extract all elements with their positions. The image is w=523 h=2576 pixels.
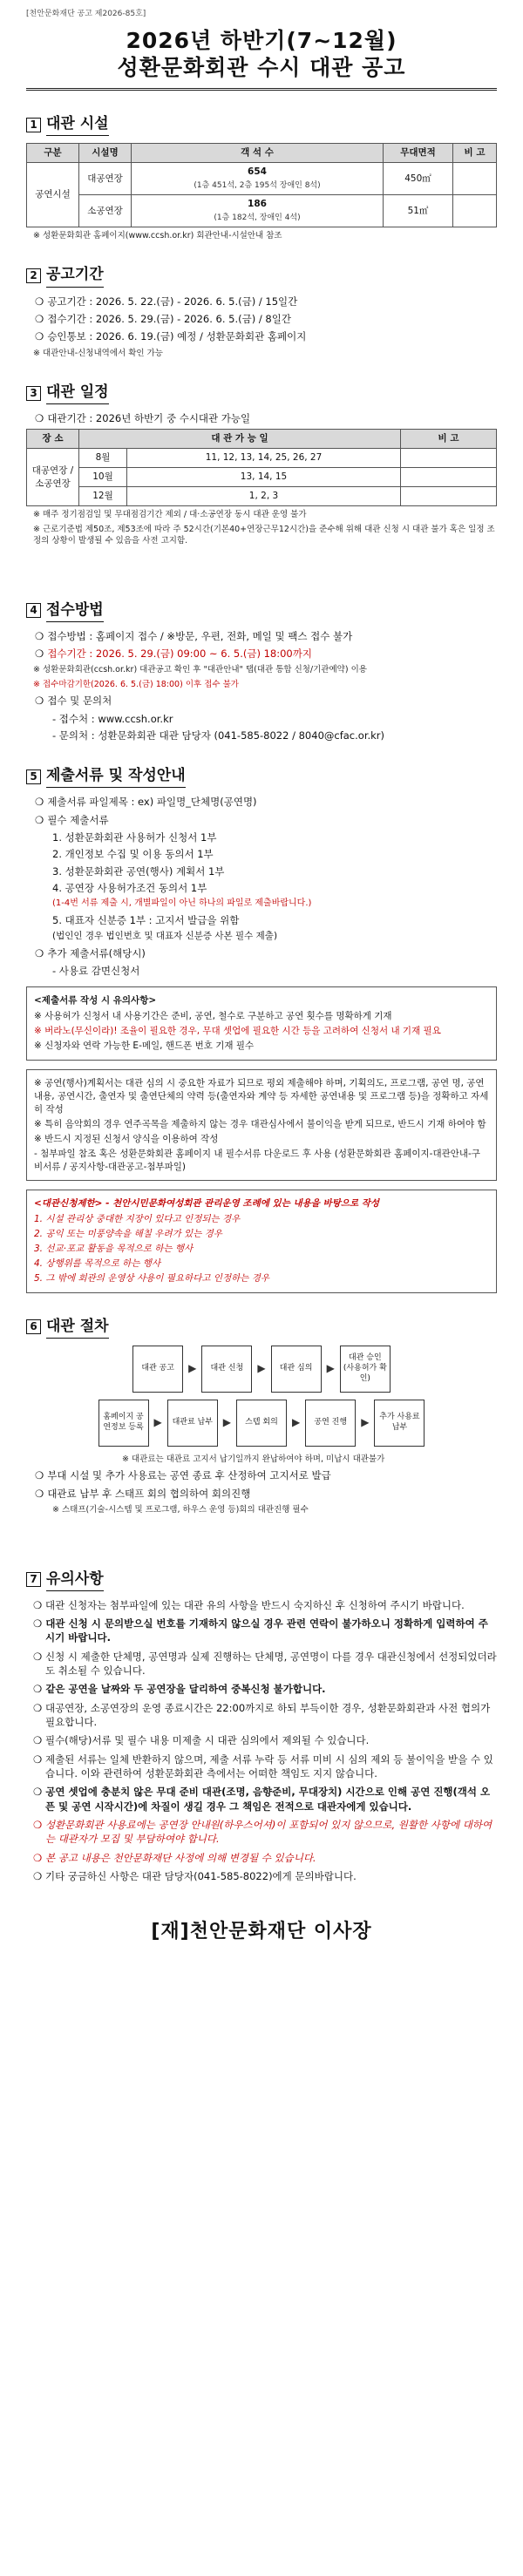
procedure-flow-row-1	[26, 1346, 497, 1393]
col-header: 장 소	[27, 430, 79, 449]
doc-item: 3. 성환문화회관 공연(행사) 계획서 1부	[52, 864, 225, 878]
list-item: ❍ 접수기간 : 2026. 5. 29.(금) - 2026. 6. 5.(금) / 8일간	[35, 312, 291, 325]
section-title: 유의사항	[46, 1569, 104, 1591]
seat-detail: (1층 182석, 장애인 4석)	[214, 214, 301, 223]
cell-days: 13, 14, 15	[127, 468, 401, 487]
box-item: 5. 그 밖에 회관의 운영상 사용이 필요하다고 인정하는 경우	[34, 1272, 270, 1284]
box-item: ※ 사용허가 신청서 내 사용기간은 준비, 공연, 철수로 구분하고 공연 횟수를 명확하게 기재	[34, 1011, 392, 1022]
cell-note	[453, 195, 497, 227]
list-item: ❍ 승인통보 : 2026. 6. 19.(금) 예정 / 성환문화회관 홈페이지	[35, 330, 307, 343]
arrow-right-icon: ▶	[153, 1416, 162, 1429]
flow-step: 공연 진행	[305, 1400, 356, 1447]
section-title: 접수방법	[46, 600, 104, 622]
box-item: ※ 특히 음악회의 경우 연주곡목을 제출하지 않는 경우 대관심사에서 불이익을 받게 되므로, 반드시 기재 하여야 함	[34, 1118, 486, 1129]
col-header: 구분	[27, 144, 79, 163]
cell-seats	[132, 195, 384, 227]
doc-item: 2. 개인정보 수집 및 이용 동의서 1부	[52, 848, 214, 861]
list-item: ❍ 제출서류 파일제목 : ex) 파일명_단체명(공연명)	[35, 796, 257, 809]
section-period	[26, 264, 497, 359]
section-number: 4	[26, 603, 41, 618]
application-note: ※ 접수마감기한(2026. 6. 5.(금) 18:00) 이후 접수 불가	[33, 679, 239, 689]
cell-area: 51㎡	[384, 195, 453, 227]
list-item: ❍ 공연 셋업에 충분치 않은 무대 준비 대관(조명, 음향준비, 무대장치) 시간으로 인해 공연 진행(객석 오픈 및 공연 시작시간)에 차질이 생길 경우 그 책임은 전적으로 대관자에게 있습니다.	[33, 1786, 491, 1813]
section-header	[26, 1569, 497, 1591]
flow-step: 대관 심의	[271, 1346, 322, 1393]
section-number: 3	[26, 386, 41, 401]
group-cell: 공연시설	[27, 163, 79, 227]
flow-step: 대관료 납부	[167, 1400, 218, 1447]
box-item: 4. 상행위를 목적으로 하는 행사	[34, 1258, 161, 1270]
schedule-table	[26, 429, 497, 506]
cell-seats	[132, 163, 384, 195]
section-number: 2	[26, 268, 41, 283]
arrow-right-icon: ▶	[292, 1416, 301, 1429]
section-number: 5	[26, 769, 41, 784]
list-item: ❍ 부대 시설 및 추가 사용료는 공연 종료 후 산정하여 고지서로 발급	[35, 1469, 331, 1482]
section-header	[26, 264, 497, 287]
section-documents	[26, 765, 497, 1293]
arrow-right-icon: ▶	[188, 1362, 197, 1375]
section-title: 공고기간	[46, 264, 104, 287]
section-facilities	[26, 113, 497, 241]
section-schedule	[26, 382, 497, 547]
list-item: ❍ 대관 신청 시 문의받으실 번호를 기재하지 않으실 경우 관련 연락이 불가하오니 정확하게 입력하여 주시기 바랍니다.	[33, 1617, 488, 1644]
list-item: ❍ 제출된 서류는 일체 반환하지 않으며, 제출 서류 누락 등 서류 미비 시 심의 제외 등 불이익을 받을 수 있습니다. 이와 관련하여 성환문화회관 측에서는 어떠한 책임도 지지 않습니다.	[33, 1752, 493, 1779]
title-line-2: 성환문화회관 수시 대관 공고	[117, 55, 406, 81]
list-item: ❍ 공고기간 : 2026. 5. 22.(금) - 2026. 6. 5.(금) / 15일간	[35, 295, 298, 308]
list-item: ❍ 성환문화회관 사용료에는 공연장 안내원(하우스어셔)이 포함되어 있지 않으므로, 원활한 사항에 대하여는 대관자가 모집 및 부담하여야 합니다.	[33, 1818, 492, 1846]
cell-month: 10월	[79, 468, 127, 487]
section-cautions	[26, 1569, 497, 1884]
cell-note	[401, 449, 497, 468]
box-head: <제출서류 작성 시 유의사항>	[34, 995, 157, 1007]
section-procedure	[26, 1316, 497, 1516]
box-item: ※ 신청자와 연락 가능한 E-메일, 핸드폰 번호 기재 필수	[34, 1041, 255, 1052]
col-header: 비 고	[453, 144, 497, 163]
cell-days: 11, 12, 13, 14, 25, 26, 27	[127, 449, 401, 468]
table-row	[27, 449, 497, 468]
application-note: ※ 성환문화회관(ccsh.or.kr) 대관공고 확인 후 "대관안내" 탭(대관 통합 신청/기관예약) 이용	[33, 665, 367, 675]
flow-step: 대관 신청	[201, 1346, 252, 1393]
caution-box	[26, 986, 497, 1061]
table-row	[27, 468, 497, 487]
procedure-note: ※ 스태프(기술-시스템 및 프로그램, 하우스 운영 등)회의 대관진행 필수	[52, 1505, 309, 1515]
table-row	[27, 487, 497, 506]
restriction-box	[26, 1190, 497, 1292]
cell-area: 450㎡	[384, 163, 453, 195]
seat-detail: (1층 451석, 2층 195석 장애인 8석)	[194, 181, 321, 191]
extra-item: - 사용료 감면신청서	[52, 965, 140, 978]
arrow-right-icon: ▶	[222, 1416, 231, 1429]
list-item: ❍ 본 공고 내용은 천안문화재단 사정에 의해 변경될 수 있습니다.	[33, 1851, 316, 1864]
section-title: 대관 일정	[46, 382, 109, 404]
flow-step: 홈페이지 공연정보 등록	[98, 1400, 149, 1447]
list-item: ❍ 대공연장, 소공연장의 운영 종료시간은 22:00까지로 하되 부득이한 경우, 성환문화회관과 사전 협의가 필요합니다.	[33, 1701, 491, 1729]
list-item: ❍ 대관료 납부 후 스태프 회의 협의하여 회의진행	[35, 1487, 251, 1500]
section-number: 6	[26, 1319, 41, 1334]
box-item: ※ 공연(행사)계획서는 대관 심의 시 중요한 자료가 되므로 평외 제출해야 하며, 기획의도, 프로그램, 공연 명, 공연내용, 공연시간, 출연자 및 출연단체의 약력 등(출연자와 계약 등 자세한 공연내용 및 프로그램 등)을 정확하고 자세히 작성	[34, 1078, 489, 1115]
list-item: ❍ 접수기간 : 2026. 5. 29.(금) 09:00 ~ 6. 5.(금) 18:00까지	[35, 647, 312, 660]
caution-list	[26, 1598, 497, 1884]
section-header	[26, 382, 497, 404]
col-header: 시설명	[79, 144, 132, 163]
box-item: 1. 시설 관리상 중대한 지장이 있다고 인정되는 경우	[34, 1214, 241, 1225]
place-cell: 대공연장 / 소공연장	[27, 449, 79, 506]
cell-month: 12월	[79, 487, 127, 506]
arrow-right-icon: ▶	[257, 1362, 266, 1375]
box-item: 2. 공익 또는 미풍양속을 해칠 우려가 있는 경우	[34, 1229, 222, 1240]
schedule-note: ※ 매주 정기점검일 및 무대점검기간 제외 / 대·소공연장 동시 대관 운영 불가	[33, 510, 307, 520]
box-head: <대관신청제한> - 천안시민문화여성회관 관리운영 조례에 있는 내용을 바탕으로 작성	[34, 1198, 380, 1210]
cell-month: 8월	[79, 449, 127, 468]
section-header	[26, 600, 497, 622]
flow-step: 추가 사용료 납부	[374, 1400, 425, 1447]
title-block	[26, 27, 497, 92]
title-line-1: 2026년 하반기(7~12월)	[126, 27, 397, 53]
col-header: 대 관 가 능 일	[79, 430, 401, 449]
doc-note: (법인인 경우 법인번호 및 대표자 신분증 사본 필수 제출)	[52, 930, 278, 941]
list-item: ❍ 추가 제출서류(해당시)	[35, 946, 146, 959]
period-note: ※ 대관안내-신청내역에서 확인 가능	[33, 348, 163, 358]
doc-item: 4. 공연장 사용허가조건 동의서 1부	[52, 882, 207, 895]
col-header: 객 석 수	[132, 144, 384, 163]
procedure-note: ※ 대관료는 대관료 고지서 납기일까지 완납하여야 하며, 미납시 대관불가	[122, 1454, 385, 1464]
web-link[interactable]: - 접수처 : www.ccsh.or.kr	[52, 712, 173, 725]
table-row	[27, 163, 497, 195]
list-item: ❍ 신청 시 제출한 단체명, 공연명과 실제 진행하는 단체명, 공연명이 다를 경우 대관신청에서 선정되었더라도 취소될 수 있습니다.	[33, 1650, 497, 1678]
section-header	[26, 765, 497, 788]
col-header: 비 고	[401, 430, 497, 449]
cell-days: 1, 2, 3	[127, 487, 401, 506]
list-item: ❍ 대관 신청자는 첨부파일에 있는 대관 유의 사항을 반드시 숙지하신 후 신청하여 주시기 바랍니다.	[33, 1598, 465, 1611]
box-item: 3. 선교·포교 활동을 목적으로 하는 행사	[34, 1244, 194, 1255]
list-item: ❍ 접수 및 문의처	[35, 695, 112, 708]
facility-note: ※ 성환문화회관 홈페이지(www.ccsh.or.kr) 회관안내-시설안내 참조	[33, 230, 282, 241]
section-number: 1	[26, 118, 41, 132]
plan-box	[26, 1069, 497, 1181]
table-header-row	[27, 144, 497, 163]
list-item: ❍ 필수 제출서류	[35, 813, 109, 826]
cell-note	[401, 487, 497, 506]
flow-step: 대관 공고	[132, 1346, 183, 1393]
flow-step: 대관 승인 (사용허가 확인)	[340, 1346, 391, 1393]
issuer-signature: [재]천안문화재단 이사장	[151, 1921, 372, 1943]
seat-count: 654	[248, 166, 267, 178]
arrow-right-icon: ▶	[361, 1416, 370, 1429]
table-row	[27, 195, 497, 227]
list-item: ❍ 대관기간 : 2026년 하반기 중 수시대관 가능일	[35, 412, 251, 425]
doc-item: 1. 성환문화회관 사용허가 신청서 1부	[52, 831, 217, 844]
seat-count: 186	[248, 199, 267, 210]
col-header: 무대면적	[384, 144, 453, 163]
list-item: ❍ 필수(해당)서류 및 필수 내용 미제출 시 대관 심의에서 제외될 수 있습니다.	[33, 1734, 370, 1747]
list-item: ❍ 접수방법 : 홈페이지 접수 / ※방문, 우편, 전화, 메일 및 팩스 접수 불가	[35, 629, 353, 642]
box-item: ※ 버라노(무신이라)! 조율이 필요한 경우, 무대 셋업에 필요한 시간 등을 고려하여 신청서 내 기재 필요	[34, 1026, 441, 1037]
section-title: 대관 절차	[46, 1316, 109, 1339]
contact-info: - 문의처 : 성환문화회관 대관 담당자 (041-585-8022 / 8040@cfac.or.kr)	[52, 729, 385, 742]
flow-step: 스텝 회의	[236, 1400, 287, 1447]
facility-table	[26, 143, 497, 227]
doc-note: (1-4번 서류 제출 시, 개별파일이 아닌 하나의 파일로 제출바랍니다.)	[52, 898, 312, 909]
cell-name: 소공연장	[79, 195, 132, 227]
table-header-row	[27, 430, 497, 449]
doc-item: 5. 대표자 신분증 1부 : 고지서 발급을 위함	[52, 913, 240, 926]
section-header	[26, 113, 497, 136]
box-item: - 첨부파일 참조 혹은 성환문화회관 홈페이지 내 필수서류 다운로드 후 사용 (성환문화회관 홈페이지-대관안내-구비서류 / 공지사항-대관공고-첨부파일)	[34, 1148, 480, 1172]
section-title: 대관 시설	[46, 113, 109, 136]
schedule-note: ※ 근로기준법 제50조, 제53조에 따라 주 52시간(기본40+연장근무12시간)을 준수해 위해 대관 신청 시 대관 불가 혹은 일정 조정의 상황이 발생될 수 있음을 사전 고지함.	[33, 524, 495, 546]
section-number: 7	[26, 1572, 41, 1587]
section-application	[26, 600, 497, 743]
cell-name: 대공연장	[79, 163, 132, 195]
list-item: ❍ 같은 공연을 날짜와 두 공연장을 달리하여 중복신청 불가합니다.	[33, 1683, 326, 1696]
list-item: ❍ 기타 궁금하신 사항은 대관 담당자(041-585-8022)에게 문의바랍니다.	[33, 1869, 357, 1882]
procedure-flow-row-2	[26, 1400, 497, 1447]
section-header	[26, 1316, 497, 1339]
cell-note	[401, 468, 497, 487]
section-title: 제출서류 및 작성안내	[46, 765, 186, 788]
notice-number: [천안문화재단 공고 제2026-85호]	[26, 10, 146, 18]
box-item: ※ 반드시 지정된 신청서 양식을 이용하여 작성	[34, 1133, 219, 1144]
arrow-right-icon: ▶	[326, 1362, 335, 1375]
cell-note	[453, 163, 497, 195]
